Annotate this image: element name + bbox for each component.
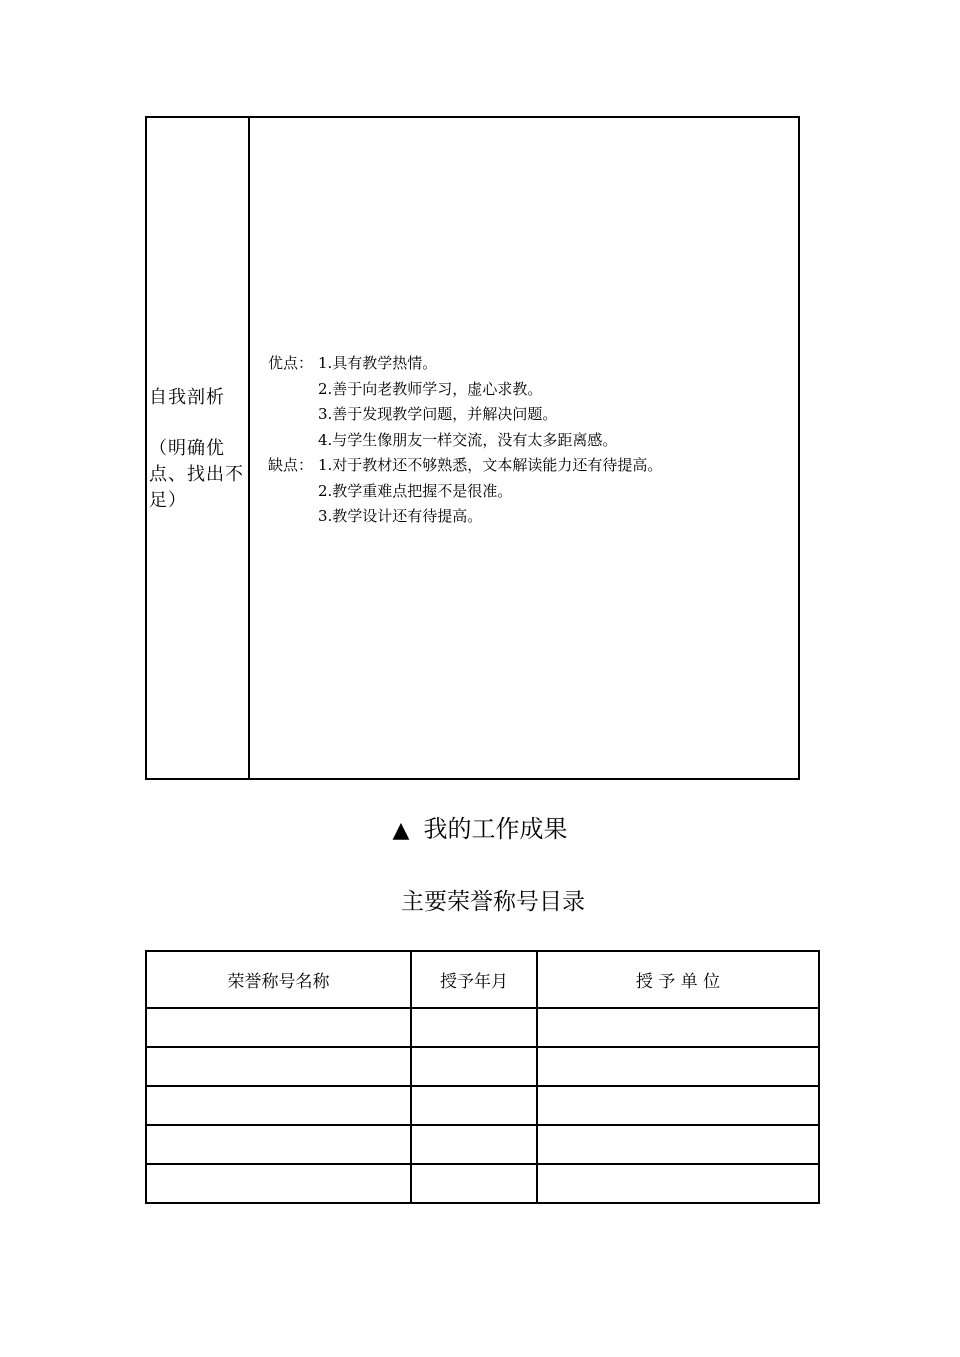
analysis-line-text: 3.善于发现教学问题，并解决问题。 xyxy=(318,405,558,423)
honor-list-title: 主要荣誉称号目录 xyxy=(401,889,585,915)
line-indent xyxy=(268,504,318,530)
analysis-line-text: 2.善于向老教师学习，虚心求教。 xyxy=(318,379,543,398)
analysis-line-text: 4.与学生像朋友一样交流，没有太多距离感。 xyxy=(318,430,618,449)
self-analysis-title: 自我剖析 xyxy=(149,387,225,408)
award-date-cell xyxy=(411,1164,537,1203)
work-results-heading xyxy=(0,813,960,847)
analysis-line-6 xyxy=(268,479,662,505)
award-unit-cell xyxy=(537,1086,819,1125)
analysis-line-7 xyxy=(268,504,662,530)
honor-name-cell xyxy=(146,1008,411,1047)
award-unit-cell xyxy=(537,1008,819,1047)
analysis-line-1 xyxy=(268,351,662,377)
honor-name-cell xyxy=(146,1125,411,1164)
analysis-line-5 xyxy=(268,453,662,479)
award-date-cell xyxy=(411,1125,537,1164)
triangle-icon: ▲ xyxy=(392,818,410,843)
honor-table xyxy=(145,950,820,1204)
analysis-line-text: 1.具有教学热情。 xyxy=(318,354,438,372)
self-analysis-table xyxy=(145,116,800,780)
award-unit-cell xyxy=(537,1125,819,1164)
award-unit-cell xyxy=(537,1047,819,1086)
header-award-date: 授予年月 xyxy=(411,951,537,1008)
award-date-cell xyxy=(411,1047,537,1086)
header-honor-name: 荣誉称号名称 xyxy=(146,951,411,1008)
honor-name-cell xyxy=(146,1164,411,1203)
honor-name-cell xyxy=(146,1047,411,1086)
work-results-title: 我的工作成果 xyxy=(423,815,568,843)
table-row xyxy=(146,1164,819,1203)
honor-name-cell xyxy=(146,1086,411,1125)
award-unit-cell xyxy=(537,1164,819,1203)
line-indent xyxy=(268,428,318,454)
honor-table-header-row xyxy=(146,951,819,1008)
self-analysis-content-cell xyxy=(250,118,798,778)
analysis-line-2 xyxy=(268,377,662,403)
self-analysis-lines xyxy=(268,351,662,530)
table-row xyxy=(146,1008,819,1047)
award-date-cell xyxy=(411,1086,537,1125)
table-row xyxy=(146,1047,819,1086)
line-indent xyxy=(268,402,318,428)
strengths-label: 优点： xyxy=(268,354,314,372)
self-analysis-note: （明确优点、找出不足） xyxy=(149,438,244,511)
analysis-line-4 xyxy=(268,428,662,454)
line-indent xyxy=(268,377,318,403)
analysis-line-text: 2.教学重难点把握不是很准。 xyxy=(318,481,513,500)
line-indent xyxy=(268,479,318,505)
analysis-line-text: 1.对于教材还不够熟悉，文本解读能力还有待提高。 xyxy=(318,456,663,474)
award-date-cell xyxy=(411,1008,537,1047)
analysis-line-3 xyxy=(268,402,662,428)
self-analysis-label-cell xyxy=(147,118,250,778)
analysis-line-text: 3.教学设计还有待提高。 xyxy=(318,507,483,525)
header-award-unit: 授 予 单 位 xyxy=(537,951,819,1008)
weaknesses-label: 缺点： xyxy=(268,456,314,474)
table-row xyxy=(146,1125,819,1164)
table-row xyxy=(146,1086,819,1125)
